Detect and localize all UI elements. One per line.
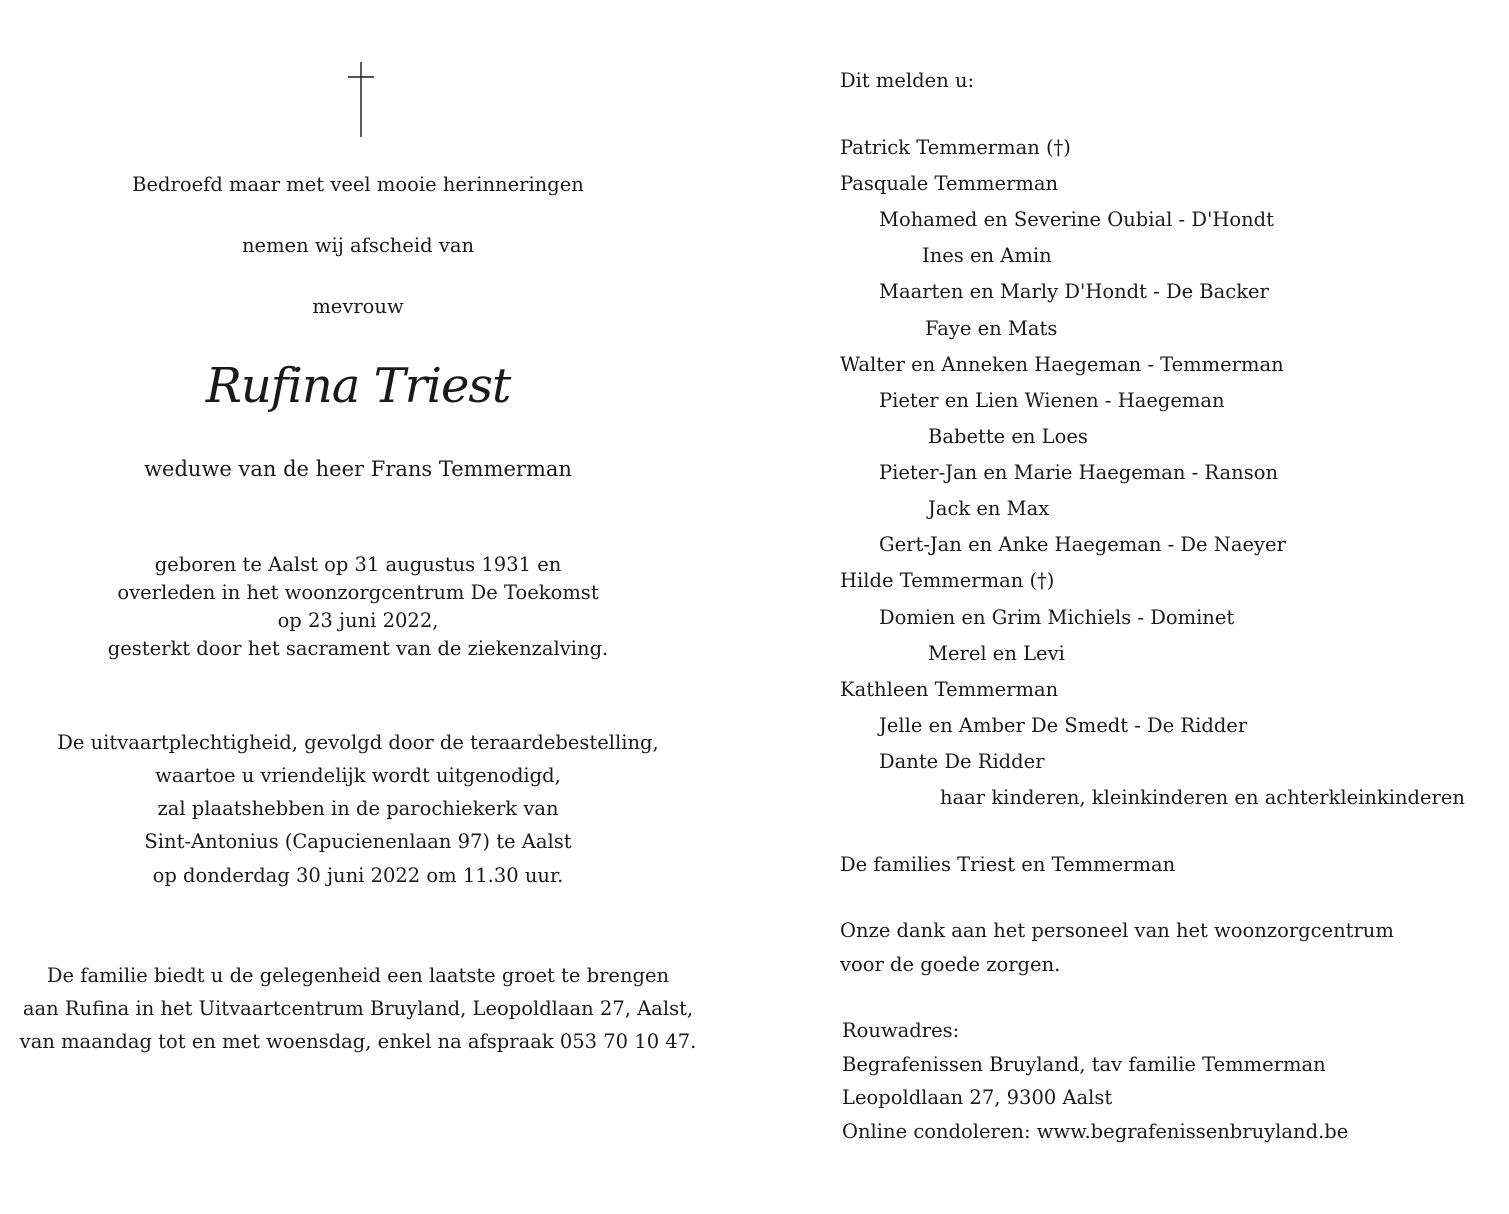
family-member: Pasquale Temmerman	[840, 172, 1059, 195]
intro-text: Bedroefd maar met veel mooie herinneringen	[132, 173, 584, 196]
address-heading: Rouwadres:	[842, 1019, 960, 1042]
visit-line: De familie biedt u de gelegenheid een laatste groet te brengen	[46, 964, 670, 987]
family-summary: haar kinderen, kleinkinderen en achterkleinkinderen	[940, 786, 1465, 809]
family-member: Patrick Temmerman (†)	[840, 136, 1071, 159]
family-member: Kathleen Temmerman	[840, 678, 1059, 701]
family-member: Jelle en Amber De Smedt - De Ridder	[879, 714, 1248, 737]
cross-icon	[348, 62, 374, 138]
widow-text: weduwe van de heer Frans Temmerman	[144, 457, 572, 481]
thanks-line: Onze dank aan het personeel van het woonzorgcentrum	[840, 919, 1394, 942]
families-text: De families Triest en Temmerman	[840, 853, 1176, 876]
family-member: Jack en Max	[928, 497, 1050, 520]
life-line: geboren te Aalst op 31 augustus 1931 en	[154, 553, 562, 576]
family-member: Dante De Ridder	[879, 750, 1045, 773]
ceremony-line: Sint-Antonius (Capucienenlaan 97) te Aalst	[144, 830, 572, 853]
ceremony-line: op donderdag 30 juni 2022 om 11.30 uur.	[152, 864, 564, 887]
ceremony-line: zal plaatshebben in de parochiekerk van	[157, 797, 559, 820]
farewell-text: nemen wij afscheid van	[241, 234, 475, 257]
deceased-name: Rufina Triest	[205, 358, 511, 414]
life-line: op 23 juni 2022,	[277, 609, 439, 632]
family-member: Merel en Levi	[928, 642, 1065, 665]
family-member: Domien en Grim Michiels - Dominet	[879, 606, 1235, 629]
condolence-link[interactable]: Online condoleren: www.begrafenissenbruyland.be	[842, 1120, 1349, 1143]
family-member: Hilde Temmerman (†)	[840, 569, 1055, 592]
family-member: Ines en Amin	[922, 244, 1052, 267]
address-line: Begrafenissen Bruyland, tav familie Temmerman	[842, 1053, 1326, 1076]
family-member: Faye en Mats	[925, 317, 1058, 340]
family-member: Gert-Jan en Anke Haegeman - De Naeyer	[879, 533, 1286, 556]
family-member: Pieter en Lien Wienen - Haegeman	[879, 389, 1225, 412]
family-member: Walter en Anneken Haegeman - Temmerman	[840, 353, 1284, 376]
title-text: mevrouw	[312, 295, 404, 318]
ceremony-line: De uitvaartplechtigheid, gevolgd door de teraardebestelling,	[57, 731, 659, 754]
family-member: Mohamed en Severine Oubial - D'Hondt	[879, 208, 1274, 231]
family-member: Babette en Loes	[928, 425, 1088, 448]
visit-line: aan Rufina in het Uitvaartcentrum Bruyland, Leopoldlaan 27, Aalst,	[22, 997, 694, 1020]
thanks-line: voor de goede zorgen.	[840, 953, 1061, 976]
life-line: gesterkt door het sacrament van de ziekenzalving.	[107, 637, 609, 660]
family-member: Pieter-Jan en Marie Haegeman - Ranson	[879, 461, 1279, 484]
visit-line: van maandag tot en met woensdag, enkel na afspraak 053 70 10 47.	[19, 1030, 697, 1053]
address-line: Leopoldlaan 27, 9300 Aalst	[842, 1086, 1113, 1109]
announce-text: Dit melden u:	[840, 69, 975, 92]
life-line: overleden in het woonzorgcentrum De Toekomst	[117, 581, 599, 604]
family-member: Maarten en Marly D'Hondt - De Backer	[879, 280, 1269, 303]
ceremony-line: waartoe u vriendelijk wordt uitgenodigd,	[155, 764, 561, 787]
